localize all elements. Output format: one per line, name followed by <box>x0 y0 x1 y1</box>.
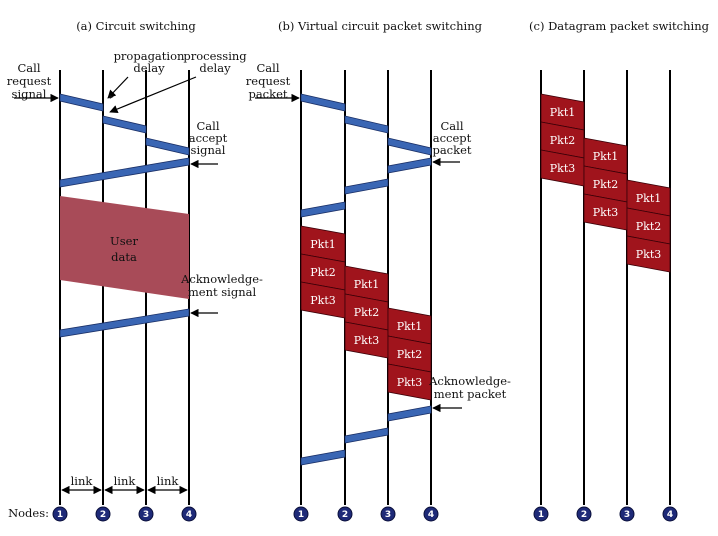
c-hop3-packet-3-label: Pkt3 <box>635 248 662 261</box>
b-hop2-packet-3-label: Pkt3 <box>353 334 380 347</box>
b-node-2-number: 2 <box>341 510 349 520</box>
panel-c-title: (c) Datagram packet switching <box>529 19 709 33</box>
b-call-accept-label-line-2: accept <box>432 131 472 145</box>
a-acknowledgement-label-line-1: Acknowledge- <box>181 272 263 286</box>
b-hop3-packet-3-label: Pkt3 <box>396 376 423 389</box>
a-call-accept-label-line-3: signal <box>190 143 226 157</box>
a-call-accept-label-line-2: accept <box>188 131 228 145</box>
b-hop1-packet-3-label: Pkt3 <box>310 294 336 307</box>
b-acknowledgement-label-line-1: Acknowledge- <box>429 374 511 388</box>
a-processing-delay-label-line-1: processing <box>183 49 247 63</box>
c-hop1-packet-3-label: Pkt3 <box>549 162 576 175</box>
a-node-3-number: 3 <box>142 510 150 520</box>
b-hop3-packet-2-label: Pkt2 <box>396 348 423 361</box>
b-call-accept-label-line-3: packet <box>432 143 472 157</box>
a-link-label-3: link <box>156 474 179 488</box>
b-hop2-packet-1-label: Pkt1 <box>353 278 380 291</box>
a-processing-delay-label-line-2: delay <box>199 61 231 75</box>
b-call-accept-hop-1 <box>388 158 431 173</box>
panel-a-title: (a) Circuit switching <box>76 19 196 33</box>
c-hop2-packet-3-label: Pkt3 <box>592 206 619 219</box>
a-acknowledgement-band <box>60 309 189 337</box>
a-user-data-label-line-2: data <box>111 250 137 264</box>
b-node-3-number: 3 <box>384 510 392 520</box>
b-ack-hop-3 <box>301 450 345 465</box>
b-call-request-label-line-2: request <box>245 74 291 88</box>
b-call-request-hop-3 <box>388 138 431 155</box>
b-node-4-number: 4 <box>427 510 435 520</box>
a-call-request-label-line-2: request <box>6 74 52 88</box>
b-hop3-packet-1-label: Pkt1 <box>396 320 423 333</box>
b-call-request-hop-2 <box>345 116 388 133</box>
nodes-label: Nodes: <box>8 506 49 520</box>
b-call-request-label-line-1: Call <box>256 61 280 75</box>
a-call-accept-label-line-1: Call <box>196 119 220 133</box>
b-ack-hop-2 <box>345 428 388 443</box>
a-node-4-number: 4 <box>185 510 193 520</box>
a-propagation-delay-label-line-2: delay <box>133 61 165 75</box>
a-call-accept-band <box>60 158 189 187</box>
a-call-request-hop-3 <box>146 138 189 155</box>
b-call-request-hop-1 <box>301 94 345 111</box>
a-node-1-number: 1 <box>56 510 64 520</box>
b-hop1-packet-1-label: Pkt1 <box>310 238 336 251</box>
a-link-label-1: link <box>70 474 93 488</box>
c-hop2-packet-1-label: Pkt1 <box>592 150 619 163</box>
a-call-request-hop-2 <box>103 116 146 133</box>
panel-datagram <box>529 19 710 521</box>
b-acknowledgement-label-line-2: ment packet <box>433 387 507 401</box>
c-hop3-packet-1-label: Pkt1 <box>635 192 662 205</box>
b-hop1-packet-2-label: Pkt2 <box>310 266 336 279</box>
panel-virtual-circuit <box>246 19 511 521</box>
b-ack-hop-1 <box>388 406 431 421</box>
panel-b-title: (b) Virtual circuit packet switching <box>278 19 482 33</box>
c-hop3-packet-2-label: Pkt2 <box>635 220 662 233</box>
a-link-label-2: link <box>113 474 136 488</box>
a-node-2-number: 2 <box>99 510 107 520</box>
c-node-4-number: 4 <box>666 510 674 520</box>
a-call-request-hop-1 <box>60 94 103 111</box>
a-acknowledgement-label-line-2: ment signal <box>187 285 257 299</box>
b-call-accept-hop-3 <box>301 202 345 217</box>
c-hop1-packet-2-label: Pkt2 <box>549 134 576 147</box>
a-propagation-delay-label-line-1: propagation <box>113 49 185 63</box>
a-call-request-label-line-3: signal <box>11 87 47 101</box>
b-call-accept-hop-2 <box>345 179 388 194</box>
a-call-request-label-line-1: Call <box>17 61 41 75</box>
c-hop1-packet-1-label: Pkt1 <box>549 106 576 119</box>
c-hop2-packet-2-label: Pkt2 <box>592 178 619 191</box>
c-node-3-number: 3 <box>623 510 631 520</box>
b-node-1-number: 1 <box>297 510 305 520</box>
c-node-2-number: 2 <box>580 510 588 520</box>
b-call-request-label-line-3: packet <box>248 87 288 101</box>
b-hop2-packet-2-label: Pkt2 <box>353 306 380 319</box>
c-node-1-number: 1 <box>537 510 545 520</box>
panel-circuit-switching <box>7 19 263 521</box>
a-user-data-label-line-1: User <box>110 234 138 248</box>
b-call-accept-label-line-1: Call <box>440 119 464 133</box>
a-delay-bracket-1: ‣ <box>108 90 115 104</box>
